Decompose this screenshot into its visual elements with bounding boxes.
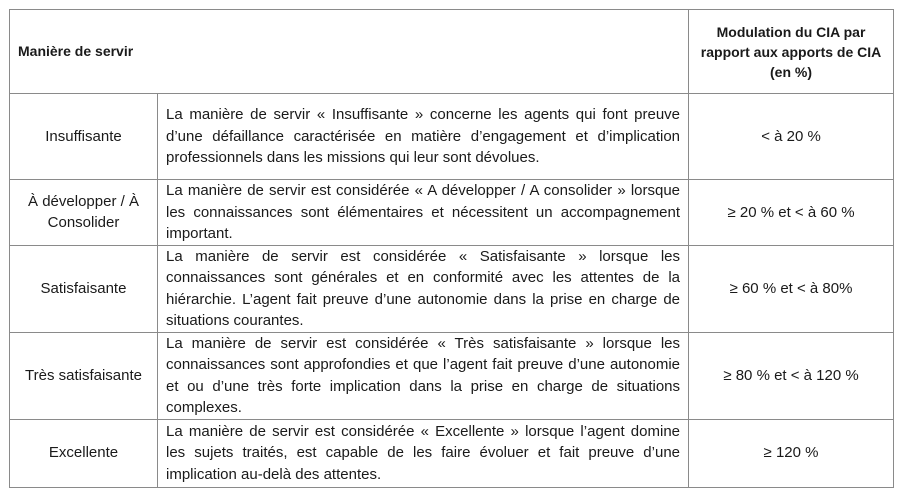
row-description: La manière de servir est considérée « Très satisfaisante » lorsque les connaissances sont approfondies et que l’agent fait preuve d’une autonomie et ou d’une très forte implication dans la prise en charge de situations complexes. [158, 332, 689, 419]
row-description: La manière de servir est considérée « A développer / A consolider » lorsque les connaissances sont élémentaires et nécessitent un accompagnement important. [158, 180, 689, 246]
row-label: Très satisfaisante [10, 332, 158, 419]
row-label: Excellente [10, 419, 158, 487]
row-range: ≥ 60 % et < à 80% [689, 245, 894, 332]
table-header-row [10, 10, 894, 94]
table-row [10, 180, 894, 246]
table-row [10, 419, 894, 487]
row-range: ≥ 120 % [689, 419, 894, 487]
table-row [10, 332, 894, 419]
row-label: À développer / À Consolider [10, 180, 158, 246]
row-description: La manière de servir est considérée « Excellente » lorsque l’agent domine les sujets traités, est capable de les faire évoluer et fait preuve d’une implication au-delà des attentes. [158, 419, 689, 487]
table-row [10, 94, 894, 180]
header-maniere-de-servir: Manière de servir [10, 10, 689, 94]
table-row [10, 245, 894, 332]
row-label: Insuffisante [10, 94, 158, 180]
row-range: < à 20 % [689, 94, 894, 180]
row-range: ≥ 20 % et < à 60 % [689, 180, 894, 246]
header-modulation-cia: Modulation du CIA par rapport aux apports de CIA (en %) [689, 10, 894, 94]
row-label: Satisfaisante [10, 245, 158, 332]
row-range: ≥ 80 % et < à 120 % [689, 332, 894, 419]
cia-modulation-table [9, 9, 894, 488]
row-description: La manière de servir est considérée « Satisfaisante » lorsque les connaissances sont générales et en conformité avec les attentes de la hiérarchie. L’agent fait preuve d’une autonomie dans la prise en charge de situations courantes. [158, 245, 689, 332]
row-description: La manière de servir « Insuffisante » concerne les agents qui font preuve d’une défaillance caractérisée en matière d’engagement et d’implication professionnels dans les missions qui leur sont dévolues. [158, 94, 689, 180]
